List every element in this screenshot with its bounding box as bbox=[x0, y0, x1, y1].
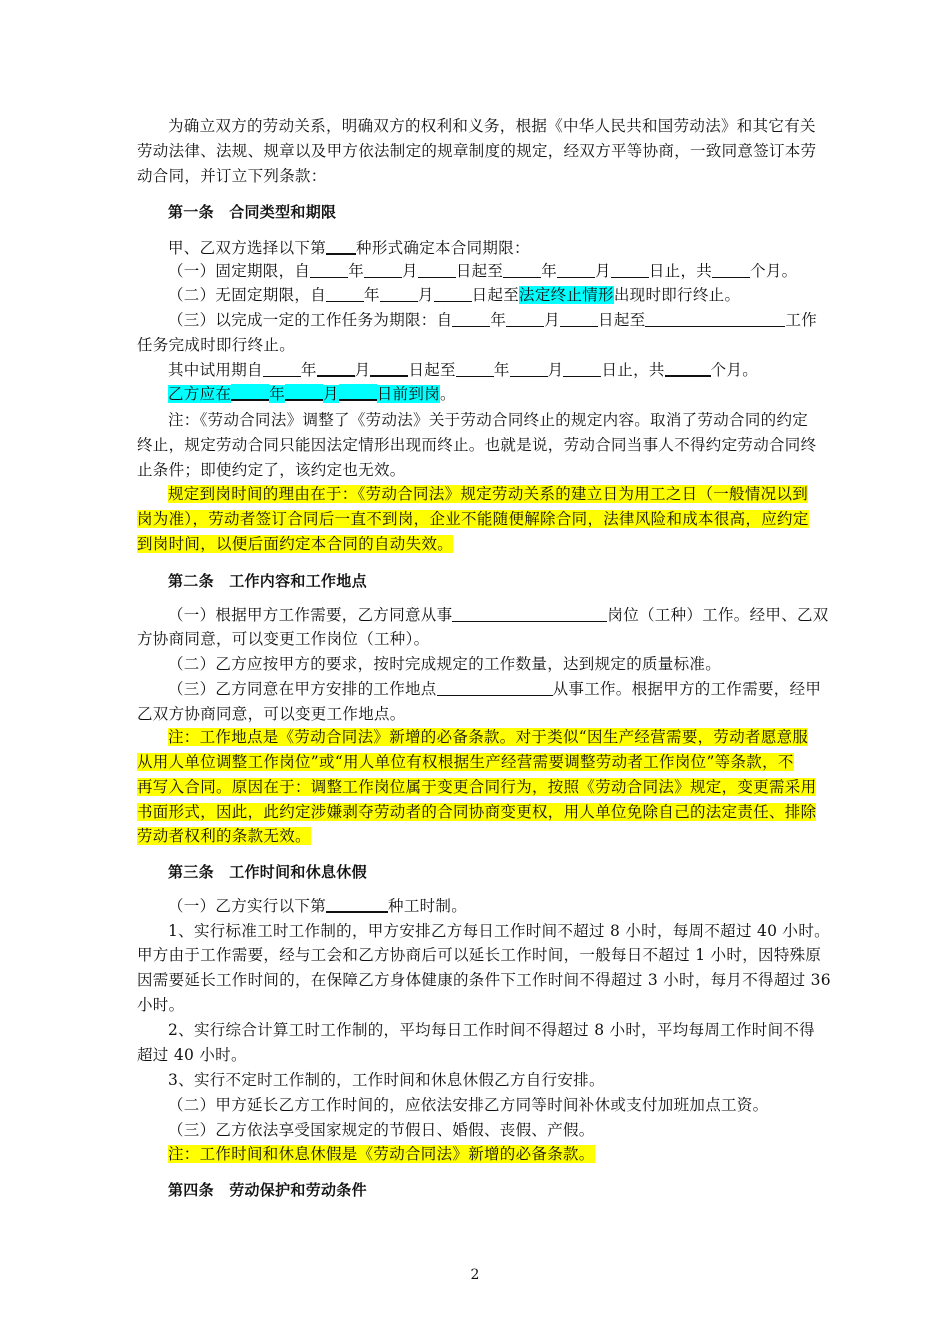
article-1-note-line-3: 止条件；即使约定了，该约定也无效。 bbox=[137, 461, 406, 479]
article-1-title: 第一条 合同类型和期限 bbox=[168, 203, 337, 221]
blank-field[interactable] bbox=[418, 262, 456, 278]
article-2-item-1: （一）根据甲方工作需要，乙方同意从事 岗位（工种）工作。经甲、乙双 bbox=[168, 606, 829, 624]
intro-line-3: 动合同，并订立下列条款： bbox=[137, 167, 327, 185]
article-4-title: 第四条 劳动保护和劳动条件 bbox=[168, 1181, 367, 1199]
intro-line-2: 劳动法律、法规、规章以及甲方依法制定的规章制度的规定，经双方平等协商，一致同意签订本劳 bbox=[137, 142, 817, 160]
article-2-note-1: 注：工作地点是《劳动合同法》新增的必备条款。对于类似“因生产经营需要，劳动者愿意服 bbox=[168, 728, 809, 746]
blank-field[interactable] bbox=[326, 286, 364, 302]
blank-field[interactable] bbox=[326, 896, 388, 913]
blank-field[interactable] bbox=[557, 262, 595, 278]
blank-field[interactable] bbox=[364, 262, 402, 278]
blank-field[interactable] bbox=[645, 311, 785, 327]
article-2-item-2: （二）乙方应按甲方的要求，按时完成规定的工作数量，达到规定的质量标准。 bbox=[168, 655, 722, 673]
article-1-task-term: （三）以完成一定的工作任务为期限：自 年 月 日起至 工作 bbox=[168, 311, 818, 329]
blank-field[interactable] bbox=[339, 384, 377, 401]
blank-field[interactable] bbox=[263, 361, 301, 377]
article-3-item-2: （二）甲方延长乙方工作时间的，应依法安排乙方同等时间补休或支付加班加点工资。 bbox=[168, 1096, 769, 1114]
article-1-trial-period: 其中试用期自 年 月 日起至 年 月 日止，共 个月。 bbox=[168, 361, 759, 379]
article-3-sub-1-line-3: 因需要延长工作时间的，在保障乙方身体健康的条件下工作时间不得超过 3 小时，每月不得超过 36 bbox=[137, 971, 831, 989]
blank-field[interactable] bbox=[510, 361, 548, 377]
article-3-sub-2-line-1: 2、实行综合计算工时工作制的，平均每日工作时间不得超过 8 小时，平均每周工作时间不得 bbox=[168, 1021, 815, 1039]
blank-field[interactable] bbox=[452, 311, 490, 327]
article-1-highlight-note-1: 规定到岗时间的理由在于：《劳动合同法》规定劳动关系的建立日为用工之日（一般情况以到 bbox=[168, 485, 809, 503]
blank-field[interactable] bbox=[712, 262, 750, 278]
article-3-title: 第三条 工作时间和休息休假 bbox=[168, 863, 367, 881]
article-2-note-2: 从用人单位调整工作岗位”或“用人单位有权根据生产经营需要调整劳动者工作岗位”等条款，不 bbox=[137, 753, 794, 771]
blank-field[interactable] bbox=[231, 384, 269, 401]
article-1-highlight-note-2: 岗为准），劳动者签订合同后一直不到岗，企业不能随便解除合同，法律风险和成本很高，应约定 bbox=[137, 510, 809, 528]
blank-field[interactable] bbox=[380, 286, 418, 302]
blank-field[interactable] bbox=[611, 262, 649, 278]
article-3-sub-3: 3、实行不定时工作制的，工作时间和休息休假乙方自行安排。 bbox=[168, 1071, 605, 1089]
article-3-sub-1-line-1: 1、实行标准工时工作制的，甲方安排乙方每日工作时间不超过 8 小时，每周不超过 40 小时。 bbox=[168, 922, 830, 940]
article-2-item-3-cont: 乙双方协商同意，可以变更工作地点。 bbox=[137, 705, 406, 723]
blank-field[interactable] bbox=[563, 361, 601, 377]
blank-field[interactable] bbox=[310, 262, 348, 278]
blank-field[interactable] bbox=[452, 606, 607, 622]
article-1-task-term-cont: 任务完成时即行终止。 bbox=[137, 336, 296, 354]
blank-field[interactable] bbox=[560, 311, 598, 327]
article-2-item-3: （三）乙方同意在甲方安排的工作地点 从事工作。根据甲方的工作需要，经甲 bbox=[168, 680, 822, 698]
article-2-note-5: 劳动者权利的条款无效。 bbox=[137, 827, 311, 845]
blank-field[interactable] bbox=[437, 680, 553, 696]
intro-line-1: 为确立双方的劳动关系，明确双方的权利和义务，根据《中华人民共和国劳动法》和其它有关 bbox=[168, 117, 816, 135]
article-3-item-1: （一）乙方实行以下第 种工时制。 bbox=[168, 897, 468, 915]
highlight-cyan: 法定终止情形 bbox=[519, 286, 614, 304]
blank-field[interactable] bbox=[506, 311, 544, 327]
article-1-open-term: （二）无固定期限，自 年 月 日起至法定终止情形出现时即行终止。 bbox=[168, 286, 741, 304]
article-3-sub-1-line-2: 甲方由于工作需要，经与工会和乙方协商后可以延长工作时间，一般每日不超过 1 小时，因特殊原 bbox=[137, 946, 822, 964]
article-2-title: 第二条 工作内容和工作地点 bbox=[168, 572, 367, 590]
article-2-note-4: 书面形式，因此，此约定涉嫌剥夺劳动者的合同协商变更权，用人单位免除自己的法定责任、排除 bbox=[137, 803, 817, 821]
page-number: 2 bbox=[470, 1267, 480, 1283]
article-1-highlight-note-3: 到岗时间，以便后面约定本合同的自动失效。 bbox=[137, 535, 454, 553]
blank-field[interactable] bbox=[326, 238, 356, 255]
article-1-fixed-term: （一）固定期限，自 年 月 日起至 年 月 日止，共 个月。 bbox=[168, 262, 798, 280]
blank-field[interactable] bbox=[665, 360, 711, 377]
article-2-note-3: 再写入合同。原因在于：调整工作岗位属于变更合同行为，按照《劳动合同法》规定，变更需采用 bbox=[137, 778, 817, 796]
article-1-note-line-1: 注：《劳动合同法》调整了《劳动法》关于劳动合同终止的规定内容。取消了劳动合同的约定 bbox=[168, 411, 809, 429]
article-2-item-1-cont: 方协商同意，可以变更工作岗位（工种）。 bbox=[137, 630, 430, 648]
article-1-note-line-2: 终止，规定劳动合同只能因法定情形出现而终止。也就是说，劳动合同当事人不得约定劳动合同终 bbox=[137, 436, 817, 454]
article-3-note: 注：工作时间和休息休假是《劳动合同法》新增的必备条款。 bbox=[168, 1145, 595, 1163]
article-3-sub-2-line-2: 超过 40 小时。 bbox=[137, 1046, 247, 1064]
blank-field[interactable] bbox=[503, 262, 541, 278]
blank-field[interactable] bbox=[317, 360, 355, 377]
blank-field[interactable] bbox=[370, 360, 408, 377]
blank-field[interactable] bbox=[434, 286, 472, 302]
article-3-item-3: （三）乙方依法享受国家规定的节假日、婚假、丧假、产假。 bbox=[168, 1121, 595, 1139]
article-1-report-date: 乙方应在 年 月 日前到岗。 bbox=[168, 385, 456, 403]
blank-field[interactable] bbox=[285, 384, 323, 401]
article-1-select-line: 甲、乙双方选择以下第 种形式确定本合同期限： bbox=[168, 239, 530, 257]
article-3-sub-1-line-4: 小时。 bbox=[137, 996, 185, 1014]
blank-field[interactable] bbox=[456, 361, 494, 377]
